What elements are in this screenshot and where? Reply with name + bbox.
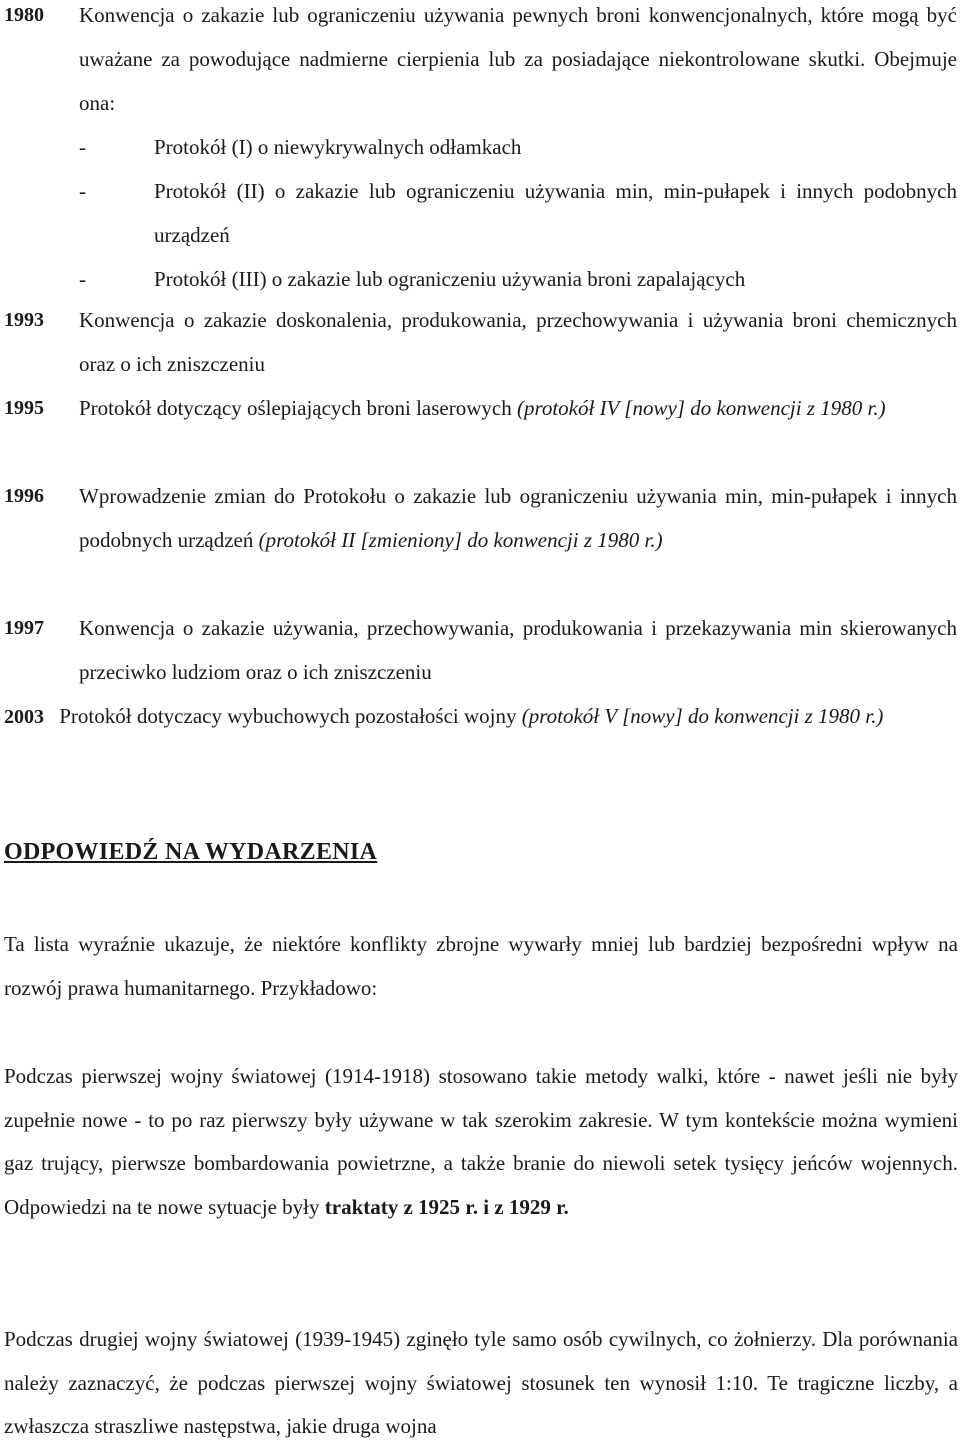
timeline-entry-2003 [0,694,960,739]
entry-text: Konwencja o zakazie lub ograniczeniu używania pewnych broni konwencjonalnych, które mogą być uważane za powodujące nadmierne cierpienia lub za posiadające niekontrolowane skutki. Obejmuje ona: [79,3,957,115]
list-dash: - [79,267,86,291]
entry-year: 1996 [4,485,44,507]
entry-citation: (protokół II [zmieniony] do konwencji z 1980 r.) [258,528,663,552]
entry-year: 1997 [4,617,44,639]
entry-text: Konwencja o zakazie doskonalenia, produkowania, przechowywania i używania broni chemicznych oraz o ich zniszczeniu [79,308,957,376]
entry-text: Konwencja o zakazie używania, przechowywania, produkowania i przekazywania min skierowanych przeciwko ludziom oraz o ich zniszczeniu [79,616,957,684]
entry-year: 1980 [4,4,44,26]
protocol-list-item [79,125,957,169]
section-heading: ODPOWIEDŹ NA WYDARZENIA [4,839,378,865]
timeline-entry-1997 [0,606,960,694]
protocol-list-item [79,257,957,301]
entry-body [79,298,957,386]
timeline-entry-1993 [0,298,960,386]
entry-citation: (protokół IV [nowy] do konwencji z 1980 r.) [516,396,886,420]
timeline-entry-1980 [0,0,960,301]
protocol-text: Protokół (I) o niewykrywalnych odłamkach [154,135,522,159]
entry-body [79,474,957,562]
list-dash: - [79,179,86,203]
entry-body [79,0,957,301]
paragraph-ww2: Podczas drugiej wojny światowej (1939-1945) zginęło tyle samo osób cywilnych, co żołnierzy. Dla porównania należy zaznaczyć, że podczas pierwszej wojny światowej stosunek ten wynosił 1:10. Te tragiczne liczby, a zwłaszcza straszliwe następstwa, jakie druga wojna [4,1327,958,1438]
entry-year: 1995 [4,397,44,419]
paragraph-bold-text: traktaty z 1925 r. i z 1929 r. [324,1194,569,1219]
protocol-text: Protokół (III) o zakazie lub ograniczeniu używania broni zapalających [154,267,746,291]
entry-text: Wprowadzenie zmian do Protokołu o zakazie lub ograniczeniu używania min, min-pułapek i innych podobnych urządzeń [79,484,957,552]
entry-text: Protokół dotyczacy wybuchowych pozostałości wojny [59,704,517,728]
entry-year: 1993 [4,309,44,331]
entry-body [79,606,957,694]
protocol-text: Protokół (II) o zakazie lub ograniczeniu używania min, min-pułapek i innych podobnych urządzeń [154,179,957,247]
entry-body [79,386,957,430]
timeline-entry-1996 [0,474,960,562]
entry-text: Protokół dotyczący oślepiających broni laserowych [79,396,512,420]
protocol-list-item [79,169,957,257]
list-dash: - [79,135,86,159]
paragraph-ww1 [4,1055,958,1229]
entry-citation: (protokół V [nowy] do konwencji z 1980 r.) [521,704,884,728]
paragraph-text: Podczas pierwszej wojny światowej (1914-1918) stosowano takie metody walki, które - nawet jeśli nie były zupełnie nowe - to po raz pierwszy były używane w tak szerokim zakresie. W tym kontekście można wymieni gaz trujący, pierwsze bombardowania powietrzne, a także branie do niewoli setek tysięcy jeńców wojennych. Odpowiedzi na te nowe sytuacje były [4,1064,958,1219]
entry-year: 2003 [4,706,44,728]
timeline-entry-1995 [0,386,960,430]
entry-body [4,694,958,739]
paragraph-intro: Ta lista wyraźnie ukazuje, że niektóre konflikty zbrojne wywarły mniej lub bardziej bezpośredni wpływ na rozwój prawa humanitarnego. Przykładowo: [4,932,958,1000]
